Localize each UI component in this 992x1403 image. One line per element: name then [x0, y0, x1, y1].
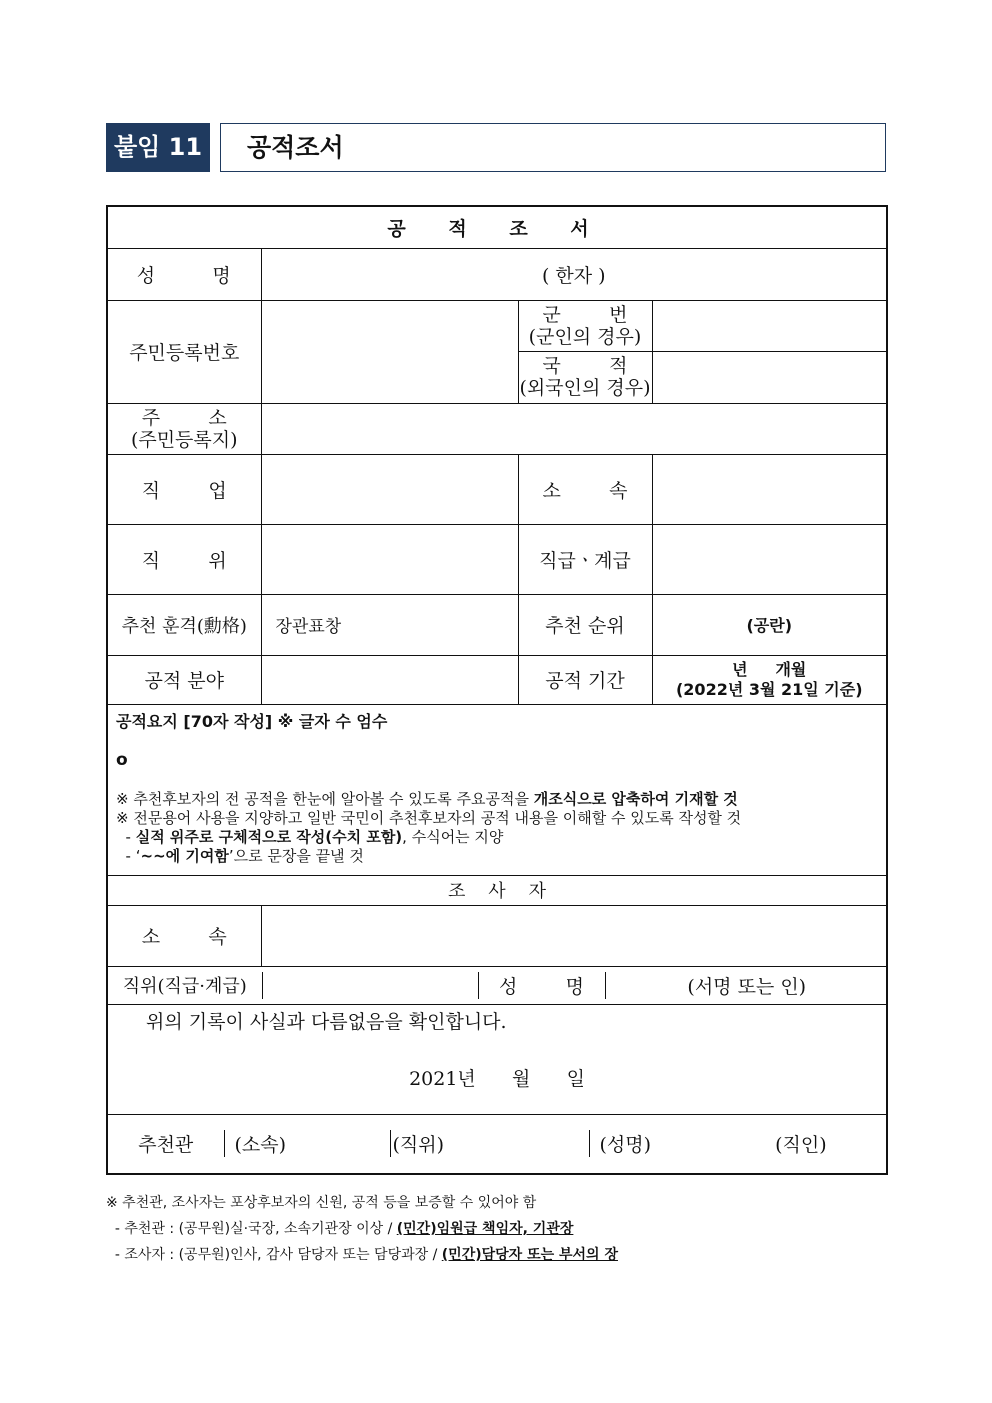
rank-field[interactable]	[652, 594, 887, 655]
confirmation-text: 위의 기록이 사실과 다름없음을 확인합니다.	[146, 1010, 507, 1033]
summary-note-3: - 실적 위주로 구체적으로 작성(수치 포함), 수식어는 지양	[116, 827, 504, 846]
recommender-row	[108, 1130, 888, 1157]
form-title: 공 적 조 서	[107, 206, 887, 248]
inv-sign-hint: (서명 또는 인)	[687, 975, 807, 998]
summary-note-4: - ‘~~에 기여함’으로 문장을 끝낼 것	[116, 846, 364, 865]
inv-position-label: 직위(직급·계급)	[108, 972, 262, 999]
rank-label: 추천 순위	[518, 594, 652, 655]
recommender-label: 추천관	[108, 1130, 224, 1157]
name-hint: ( 한자 )	[541, 264, 606, 287]
summary-bullet: o	[116, 749, 128, 770]
summary-note-1: ※ 추천후보자의 전 공적을 한눈에 알아볼 수 있도록 주요공적을 개조식으로 압축하여 기재할 것	[116, 789, 738, 808]
confirmation-date: 2021년 월 일	[409, 1067, 585, 1090]
affiliation-label: 소 속	[518, 454, 652, 524]
rrn-field[interactable]	[261, 300, 518, 403]
confirmation-block	[107, 1004, 887, 1114]
address-label: 주 소 (주민등록지)	[107, 403, 261, 454]
rec-name-seal-field[interactable]	[589, 1130, 888, 1157]
merit-summary-field[interactable]	[107, 704, 887, 875]
job-label: 직 업	[107, 454, 261, 524]
award-value: 장관표창	[275, 617, 342, 637]
address-field[interactable]	[261, 403, 887, 454]
inv-affiliation-label: 소 속	[107, 905, 261, 966]
inv-name-label: 성 명	[478, 972, 605, 999]
period-label: 공적 기간	[518, 655, 652, 704]
field-field[interactable]	[261, 655, 518, 704]
award-field[interactable]	[261, 594, 518, 655]
name-label: 성 명	[107, 248, 261, 300]
rec-seal-hint: (직인)	[775, 1134, 827, 1157]
rank-value: (공란)	[746, 616, 793, 635]
footer-note-2: - 추천관 : (공무원)실·국장, 소속기관장 이상 / (민간)임원급 책임자, 기관장	[106, 1221, 574, 1237]
footer-note-3: - 조사자 : (공무원)인사, 감사 담당자 또는 담당과장 / (민간)담당자 또는 부서의 장	[106, 1247, 618, 1263]
investigator-row	[108, 972, 888, 999]
field-label: 공적 분야	[107, 655, 261, 704]
rec-position-field[interactable]: (직위)	[390, 1130, 589, 1157]
rec-name-hint: (성명)	[599, 1134, 652, 1157]
award-label: 추천 훈격(勳格)	[107, 594, 261, 655]
position-field[interactable]	[261, 524, 518, 594]
name-field[interactable]	[261, 248, 887, 300]
merit-report-form	[106, 205, 888, 1175]
footer-note-1: ※ 추천관, 조사자는 포상후보자의 신원, 공적 등을 보증할 수 있어야 함	[106, 1195, 537, 1211]
inv-affiliation-field[interactable]	[261, 905, 887, 966]
grade-field[interactable]	[652, 524, 887, 594]
period-value: 년 개월	[732, 659, 807, 679]
nationality-field[interactable]	[652, 351, 887, 403]
attachment-tag: 붙임 11	[106, 123, 210, 172]
service-number-label: 군 번 (군인의 경우)	[518, 300, 652, 351]
summary-note-2: ※ 전문용어 사용을 지양하고 일반 국민이 추천후보자의 공적 내용을 이해할 수 있도록 작성할 것	[116, 808, 742, 827]
period-field[interactable]	[652, 655, 887, 704]
footer-notes	[106, 1190, 618, 1268]
service-number-field[interactable]	[652, 300, 887, 351]
rrn-label: 주민등록번호	[107, 300, 261, 403]
position-label: 직 위	[107, 524, 261, 594]
period-basis: (2022년 3월 21일 기준)	[675, 679, 863, 699]
nationality-label: 국 적 (외국인의 경우)	[518, 351, 652, 403]
page-title: 공적조서	[220, 123, 886, 172]
rec-affiliation-field[interactable]: (소속)	[224, 1130, 390, 1157]
affiliation-field[interactable]	[652, 454, 887, 524]
inv-sign-field[interactable]	[605, 972, 888, 999]
grade-label: 직급ㆍ계급	[518, 524, 652, 594]
investigator-heading: 조 사 자	[107, 875, 887, 905]
job-field[interactable]	[261, 454, 518, 524]
inv-position-field[interactable]	[262, 972, 478, 999]
summary-heading: 공적요지 [70자 작성] ※ 글자 수 엄수	[116, 711, 388, 731]
